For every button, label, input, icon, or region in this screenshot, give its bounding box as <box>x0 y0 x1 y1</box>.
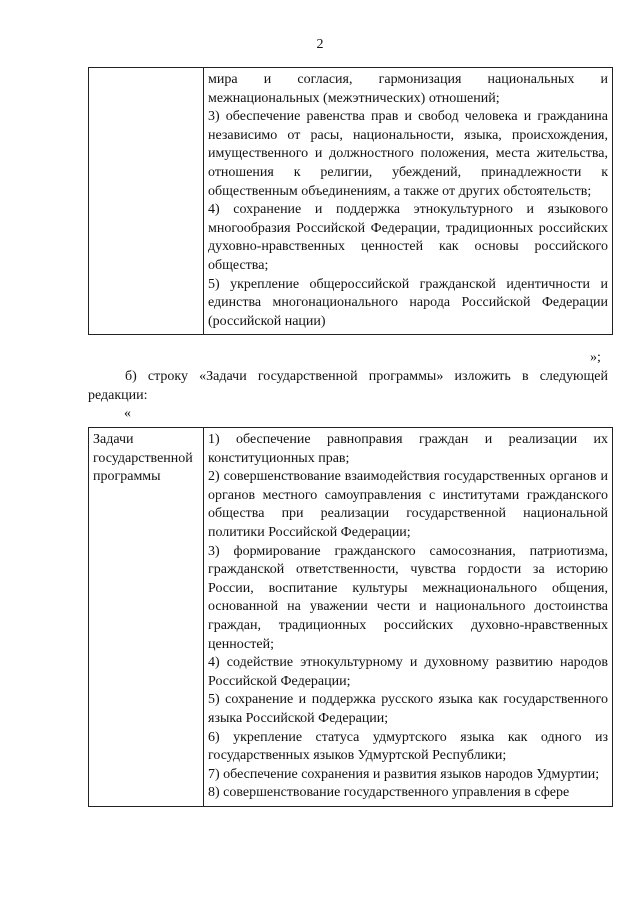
table-left-cell: Задачи государственной программы <box>89 428 204 807</box>
list-item: мира и согласия, гармонизация национальных и межнациональных (межэтнических) отношений; <box>208 72 608 106</box>
opening-quote: « <box>124 406 131 421</box>
program-table-goals <box>88 67 613 335</box>
list-item: 4) содействие этнокультурному и духовному развитию народов Российской Федерации; <box>208 655 608 689</box>
list-item: 1) обеспечение равноправия граждан и реализации их конституционных прав; <box>208 432 608 466</box>
program-table-tasks <box>88 427 613 807</box>
paragraph-b: б) строку «Задачи государственной программы» изложить в следующей редакции: <box>88 369 608 403</box>
table-right-cell <box>204 428 613 807</box>
list-item: 2) совершенствование взаимодействия государственных органов и органов местного самоуправления с институтами гражданского общества при реализации государственной национальной политики Российской Федерации; <box>208 469 608 540</box>
list-item: 4) сохранение и поддержка этнокультурного и языкового многообразия Российской Федерации, традиционных российских духовно-нравственных ценностей как основы российского общества; <box>208 202 608 273</box>
list-item: 8) совершенствование государственного управления в сфере <box>208 785 570 801</box>
list-item: 6) укрепление статуса удмуртского языка как одного из государственных языков Удмуртской Республики; <box>208 729 608 764</box>
table-row <box>89 68 613 335</box>
page-number: 2 <box>316 37 324 52</box>
list-item: 5) укрепление общероссийской гражданской идентичности и единства многонационального народа Российской Федерации (российской нации) <box>208 276 608 329</box>
list-item: 3) формирование гражданского самосознания, патриотизма, гражданской ответственности, чувства гордости за историю России, воспитание культуры межнационального общения, основанной на уважении чести и национального достоинства граждан, традиционных российских духовно-нравственных ценностей; <box>208 543 608 652</box>
table-right-cell <box>204 68 613 335</box>
table-left-cell <box>89 68 204 335</box>
list-item: 7) обеспечение сохранения и развития языков народов Удмуртии; <box>208 766 600 782</box>
list-item: 3) обеспечение равенства прав и свобод человека и гражданина независимо от расы, национальности, языка, происхождения, имущественного и должностного положения, места жительства, отношения к религии, убеждений, принадлежности к общественным объединениям, а также от других обстоятельств; <box>208 109 608 199</box>
table-row <box>89 428 613 807</box>
list-item: 5) сохранение и поддержка русского языка как государственного языка Российской Федерации; <box>208 692 608 726</box>
closing-quote: »; <box>590 350 601 365</box>
